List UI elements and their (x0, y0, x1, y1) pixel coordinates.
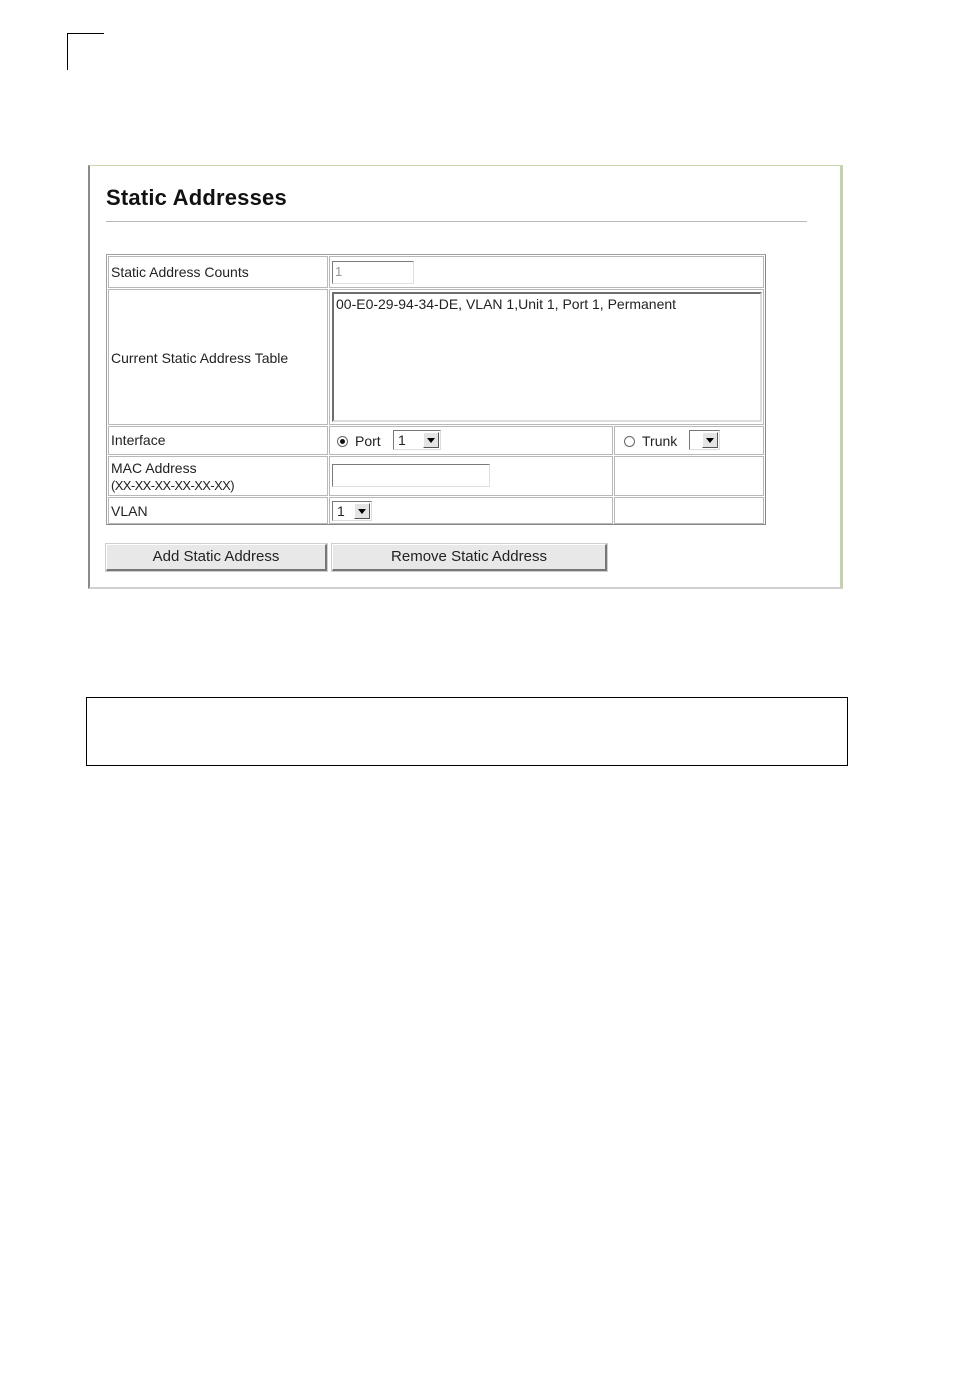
static-address-count-field[interactable]: 1 (332, 261, 414, 284)
vlan-empty-cell (614, 497, 764, 524)
list-item[interactable]: 00-E0-29-94-34-DE, VLAN 1,Unit 1, Port 1, Permanent (336, 296, 677, 312)
table-label-cell (108, 289, 328, 425)
static-addresses-panel (88, 165, 843, 589)
mac-label: MAC Address (111, 460, 197, 476)
title-divider (106, 221, 807, 223)
mac-format-hint: (XX-XX-XX-XX-XX-XX) (111, 478, 234, 493)
chevron-down-icon[interactable] (423, 432, 439, 448)
table-value-cell (329, 289, 764, 425)
trunk-radio[interactable] (624, 436, 635, 447)
crop-corner-mark (67, 33, 104, 70)
trunk-select[interactable] (689, 430, 720, 450)
vlan-label: VLAN (111, 503, 148, 519)
vlan-select-value: 1 (337, 503, 345, 519)
trunk-radio-label: Trunk (642, 433, 678, 449)
port-radio[interactable] (337, 436, 348, 447)
page-title: Static Addresses (106, 185, 287, 210)
trunk-cell (614, 426, 764, 455)
mac-value-cell (329, 456, 613, 496)
add-static-address-button[interactable]: Add Static Address (106, 544, 327, 571)
static-address-form (106, 254, 766, 525)
vlan-value-cell (329, 497, 613, 524)
port-select-value: 1 (398, 432, 406, 448)
chevron-down-icon[interactable] (702, 432, 718, 448)
count-label: Static Address Counts (111, 264, 249, 280)
vlan-label-cell (108, 497, 328, 524)
table-label: Current Static Address Table (111, 350, 289, 366)
mac-address-input[interactable] (332, 464, 490, 487)
chevron-down-icon[interactable] (354, 503, 370, 519)
count-label-cell (108, 256, 328, 288)
port-select[interactable] (393, 430, 441, 450)
mac-label-cell (108, 456, 328, 496)
port-radio-label: Port (355, 433, 381, 449)
interface-label: Interface (111, 432, 166, 448)
caption-box (86, 697, 848, 766)
vlan-select[interactable] (332, 501, 372, 521)
port-cell (329, 426, 613, 455)
interface-label-cell (108, 426, 328, 455)
static-address-listbox[interactable] (332, 292, 762, 422)
remove-static-address-button[interactable]: Remove Static Address (332, 544, 607, 571)
count-value-cell (329, 256, 764, 288)
mac-empty-cell (614, 456, 764, 496)
